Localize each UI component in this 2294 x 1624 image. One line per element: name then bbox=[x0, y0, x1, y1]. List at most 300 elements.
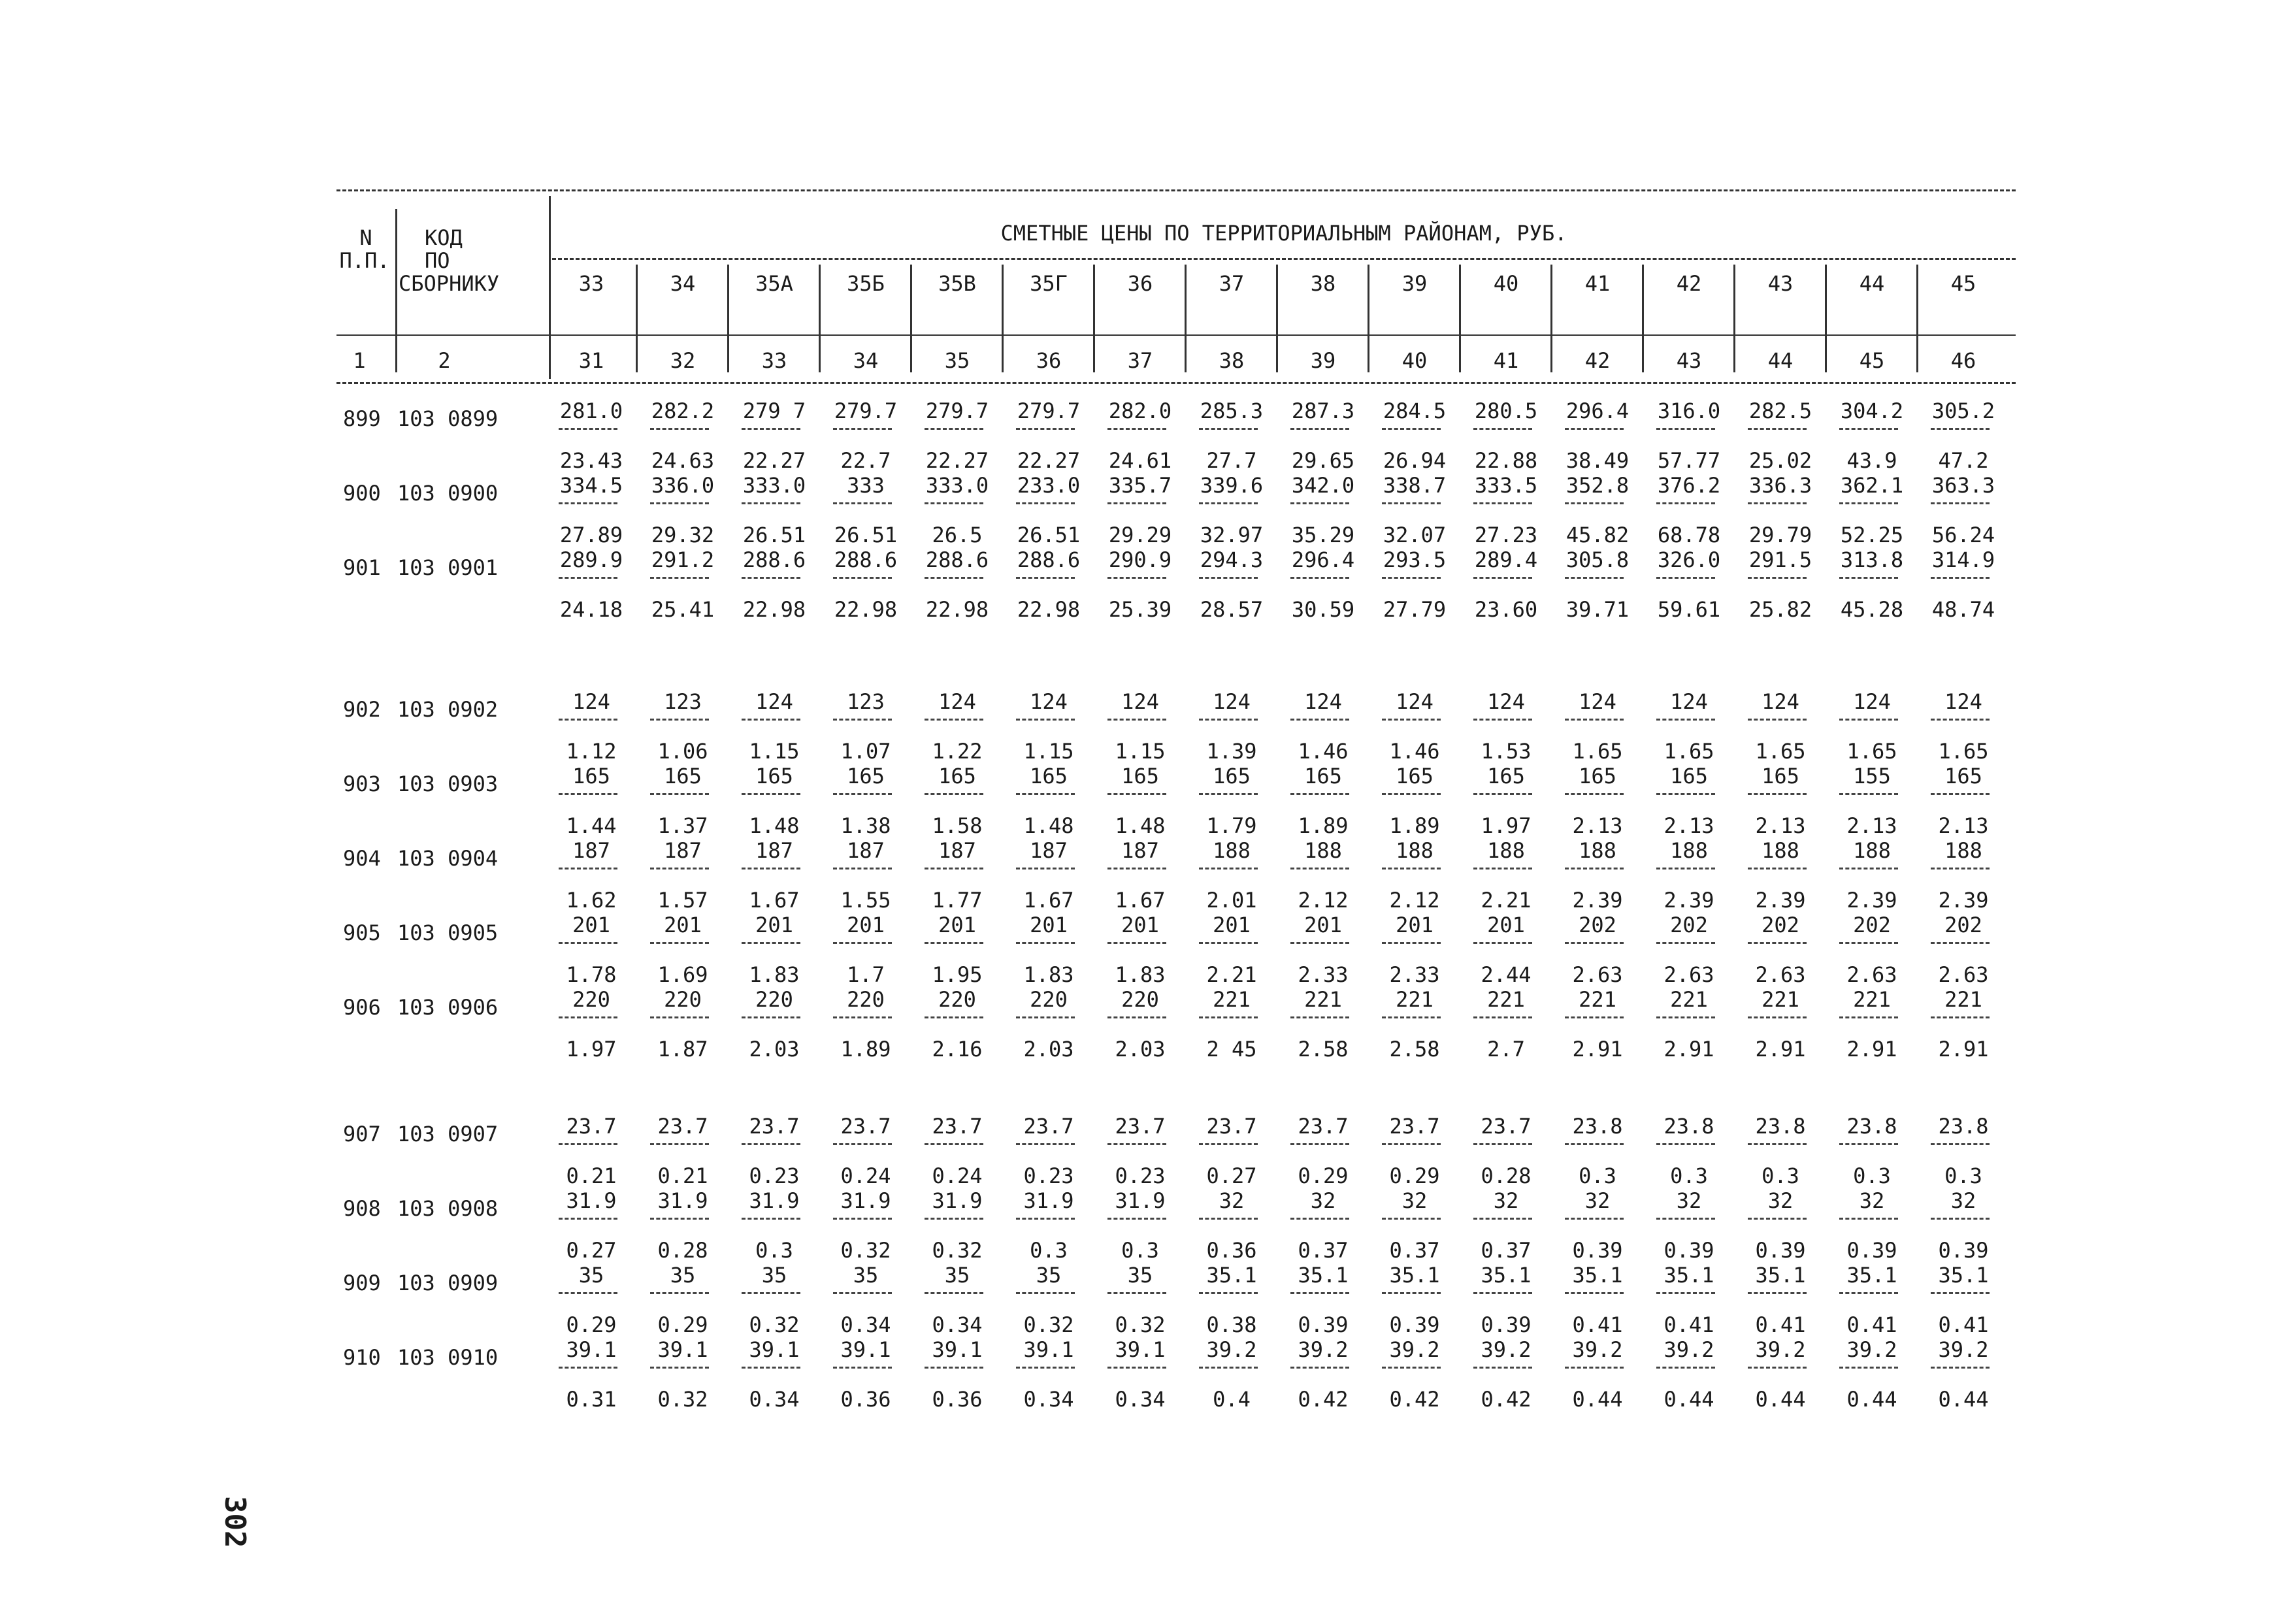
wage-cell: 1.22 bbox=[932, 739, 983, 764]
price-cell: 233.0 bbox=[1017, 473, 1081, 498]
wage-cell: 1.15 bbox=[749, 739, 800, 764]
fraction-dash bbox=[1656, 502, 1715, 504]
price-cell: 220 bbox=[755, 987, 793, 1012]
wage-cell: 2.91 bbox=[1663, 1037, 1714, 1062]
column-number: 35 bbox=[944, 348, 970, 373]
wage-cell: 0.39 bbox=[1663, 1238, 1714, 1263]
row-code: 103 0904 bbox=[397, 846, 499, 871]
fraction-dash bbox=[1016, 1143, 1075, 1145]
price-cell: 221 bbox=[1487, 987, 1525, 1012]
fraction-dash bbox=[1016, 793, 1075, 795]
row-code: 103 0910 bbox=[397, 1345, 499, 1370]
price-cell: 363.3 bbox=[1931, 473, 1995, 498]
fraction-dash bbox=[742, 1218, 800, 1220]
wage-cell: 25.02 bbox=[1748, 448, 1812, 473]
wage-cell: 27.23 bbox=[1474, 523, 1538, 547]
wage-cell: 1.57 bbox=[657, 888, 708, 913]
price-cell: 201 bbox=[664, 913, 702, 937]
price-cell: 291.2 bbox=[651, 547, 715, 572]
fraction-dash bbox=[1382, 719, 1441, 721]
price-cell: 165 bbox=[1487, 764, 1525, 788]
fraction-dash bbox=[1290, 428, 1349, 430]
fraction-dash bbox=[1107, 1143, 1166, 1145]
column-number: 46 bbox=[1950, 348, 1976, 373]
wage-cell: 29.29 bbox=[1108, 523, 1172, 547]
wage-cell: 28.57 bbox=[1200, 597, 1264, 622]
region-divider bbox=[1550, 265, 1552, 372]
fraction-dash bbox=[559, 502, 617, 504]
wage-cell: 2 45 bbox=[1206, 1037, 1257, 1062]
price-cell: 23.8 bbox=[1663, 1114, 1714, 1139]
header-n: N bbox=[359, 225, 372, 250]
region-header: 37 bbox=[1219, 271, 1245, 296]
price-cell: 39.2 bbox=[1389, 1337, 1440, 1362]
fraction-dash bbox=[559, 577, 617, 579]
wage-cell: 0.21 bbox=[657, 1163, 708, 1188]
fraction-dash bbox=[559, 428, 617, 430]
fraction-dash bbox=[1565, 502, 1624, 504]
fraction-dash bbox=[1107, 428, 1166, 430]
wage-cell: 1.37 bbox=[657, 813, 708, 838]
price-cell: 35 bbox=[1036, 1263, 1062, 1288]
fraction-dash bbox=[742, 942, 800, 944]
price-cell: 31.9 bbox=[657, 1188, 708, 1213]
fraction-dash bbox=[1290, 868, 1349, 869]
price-cell: 288.6 bbox=[925, 547, 989, 572]
price-cell: 285.3 bbox=[1200, 398, 1264, 423]
fraction-dash bbox=[1839, 1016, 1898, 1018]
price-cell: 165 bbox=[847, 764, 885, 788]
wage-cell: 0.42 bbox=[1389, 1387, 1440, 1412]
wage-cell: 0.41 bbox=[1572, 1312, 1623, 1337]
fraction-dash bbox=[1748, 577, 1807, 579]
fraction-dash bbox=[1199, 502, 1258, 504]
price-cell: 293.5 bbox=[1383, 547, 1447, 572]
wage-cell: 0.3 bbox=[1944, 1163, 1982, 1188]
wage-cell: 0.27 bbox=[1206, 1163, 1257, 1188]
column-number: 31 bbox=[578, 348, 604, 373]
wage-cell: 1.83 bbox=[1115, 962, 1166, 987]
fraction-dash bbox=[833, 1218, 892, 1220]
fraction-dash bbox=[1931, 502, 1990, 504]
wage-cell: 1.89 bbox=[840, 1037, 891, 1062]
wage-cell: 2.91 bbox=[1938, 1037, 1989, 1062]
wage-cell: 1.58 bbox=[932, 813, 983, 838]
wage-cell: 22.7 bbox=[840, 448, 891, 473]
wage-cell: 0.39 bbox=[1846, 1238, 1897, 1263]
header-title: СМЕТНЫЕ ЦЕНЫ ПО ТЕРРИТОРИАЛЬНЫМ РАЙОНАМ, РУБ. bbox=[1000, 221, 1567, 246]
price-cell: 291.5 bbox=[1748, 547, 1812, 572]
wage-cell: 0.39 bbox=[1298, 1312, 1349, 1337]
fraction-dash bbox=[833, 1292, 892, 1294]
fraction-dash bbox=[1199, 719, 1258, 721]
header-bottom-rule bbox=[336, 382, 2016, 384]
wage-cell: 47.2 bbox=[1938, 448, 1989, 473]
wage-cell: 26.51 bbox=[1017, 523, 1081, 547]
wage-cell: 0.27 bbox=[566, 1238, 617, 1263]
price-cell: 187 bbox=[572, 838, 610, 863]
fraction-dash bbox=[742, 719, 800, 721]
fraction-dash bbox=[650, 1292, 709, 1294]
wage-cell: 29.65 bbox=[1291, 448, 1355, 473]
price-cell: 39.1 bbox=[1115, 1337, 1166, 1362]
price-cell: 32 bbox=[1859, 1188, 1885, 1213]
fraction-dash bbox=[1565, 577, 1624, 579]
wage-cell: 35.29 bbox=[1291, 523, 1355, 547]
fraction-dash bbox=[833, 1016, 892, 1018]
price-cell: 282.5 bbox=[1748, 398, 1812, 423]
price-cell: 39.2 bbox=[1298, 1337, 1349, 1362]
price-cell: 220 bbox=[938, 987, 976, 1012]
price-cell: 165 bbox=[1030, 764, 1068, 788]
wage-cell: 29.32 bbox=[651, 523, 715, 547]
fraction-dash bbox=[1016, 719, 1075, 721]
price-cell: 23.8 bbox=[1938, 1114, 1989, 1139]
fraction-dash bbox=[1199, 428, 1258, 430]
price-cell: 39.2 bbox=[1846, 1337, 1897, 1362]
wage-cell: 1.53 bbox=[1481, 739, 1532, 764]
row-code: 103 0899 bbox=[397, 406, 499, 431]
price-cell: 165 bbox=[1304, 764, 1342, 788]
fraction-dash bbox=[1382, 1218, 1441, 1220]
price-cell: 23.7 bbox=[1481, 1114, 1532, 1139]
fraction-dash bbox=[1107, 1218, 1166, 1220]
wage-cell: 1.62 bbox=[566, 888, 617, 913]
price-cell: 220 bbox=[572, 987, 610, 1012]
fraction-dash bbox=[925, 428, 983, 430]
price-cell: 376.2 bbox=[1657, 473, 1721, 498]
price-cell: 39.1 bbox=[840, 1337, 891, 1362]
wage-cell: 2.03 bbox=[1023, 1037, 1074, 1062]
price-cell: 201 bbox=[938, 913, 976, 937]
price-cell: 39.1 bbox=[932, 1337, 983, 1362]
fraction-dash bbox=[1290, 1218, 1349, 1220]
wage-cell: 0.34 bbox=[840, 1312, 891, 1337]
wage-cell: 0.32 bbox=[1023, 1312, 1074, 1337]
fraction-dash bbox=[1199, 1218, 1258, 1220]
fraction-dash bbox=[1656, 1143, 1715, 1145]
wage-cell: 1.89 bbox=[1389, 813, 1440, 838]
fraction-dash bbox=[1565, 1367, 1624, 1369]
fraction-dash bbox=[1839, 1292, 1898, 1294]
wage-cell: 0.36 bbox=[840, 1387, 891, 1412]
wage-cell: 2.12 bbox=[1389, 888, 1440, 913]
fraction-dash bbox=[1290, 1292, 1349, 1294]
fraction-dash bbox=[1839, 942, 1898, 944]
fraction-dash bbox=[833, 793, 892, 795]
wage-cell: 1.79 bbox=[1206, 813, 1257, 838]
price-cell: 124 bbox=[1487, 689, 1525, 714]
fraction-dash bbox=[1473, 502, 1532, 504]
fraction-dash bbox=[1473, 719, 1532, 721]
fraction-dash bbox=[559, 1367, 617, 1369]
region-header: 40 bbox=[1493, 271, 1519, 296]
price-cell: 31.9 bbox=[1115, 1188, 1166, 1213]
region-header: 38 bbox=[1310, 271, 1336, 296]
wage-cell: 25.41 bbox=[651, 597, 715, 622]
fraction-dash bbox=[559, 868, 617, 869]
column-number: 38 bbox=[1219, 348, 1245, 373]
price-cell: 23.8 bbox=[1572, 1114, 1623, 1139]
wage-cell: 1.46 bbox=[1298, 739, 1349, 764]
region-divider bbox=[727, 265, 729, 372]
price-cell: 290.9 bbox=[1108, 547, 1172, 572]
wage-cell: 0.3 bbox=[1853, 1163, 1891, 1188]
region-divider bbox=[1825, 265, 1827, 372]
wage-cell: 2.03 bbox=[1115, 1037, 1166, 1062]
price-cell: 288.6 bbox=[742, 547, 806, 572]
fraction-dash bbox=[1473, 1143, 1532, 1145]
wage-cell: 22.98 bbox=[1017, 597, 1081, 622]
fraction-dash bbox=[650, 428, 709, 430]
price-cell: 31.9 bbox=[932, 1188, 983, 1213]
fraction-dash bbox=[1199, 793, 1258, 795]
wage-cell: 0.39 bbox=[1481, 1312, 1532, 1337]
wage-cell: 0.38 bbox=[1206, 1312, 1257, 1337]
wage-cell: 26.51 bbox=[742, 523, 806, 547]
price-cell: 221 bbox=[1579, 987, 1616, 1012]
row-number: 908 bbox=[343, 1196, 381, 1221]
price-cell: 187 bbox=[1121, 838, 1159, 863]
wage-cell: 0.34 bbox=[749, 1387, 800, 1412]
column-number: 42 bbox=[1584, 348, 1611, 373]
price-cell: 35.1 bbox=[1938, 1263, 1989, 1288]
price-cell: 35 bbox=[761, 1263, 787, 1288]
wage-cell: 0.41 bbox=[1938, 1312, 1989, 1337]
wage-cell: 0.32 bbox=[932, 1238, 983, 1263]
wage-cell: 0.39 bbox=[1389, 1312, 1440, 1337]
price-cell: 314.9 bbox=[1931, 547, 1995, 572]
price-cell: 31.9 bbox=[566, 1188, 617, 1213]
wage-cell: 0.4 bbox=[1213, 1387, 1251, 1412]
price-cell: 23.8 bbox=[1846, 1114, 1897, 1139]
fraction-dash bbox=[1565, 868, 1624, 869]
price-cell: 188 bbox=[1944, 838, 1982, 863]
fraction-dash bbox=[1290, 502, 1349, 504]
wage-cell: 1.95 bbox=[932, 962, 983, 987]
price-cell: 282.2 bbox=[651, 398, 715, 423]
fraction-dash bbox=[1656, 577, 1715, 579]
price-cell: 35.1 bbox=[1481, 1263, 1532, 1288]
wage-cell: 0.3 bbox=[755, 1238, 793, 1263]
price-cell: 188 bbox=[1670, 838, 1708, 863]
fraction-dash bbox=[1565, 1218, 1624, 1220]
fraction-dash bbox=[1199, 1367, 1258, 1369]
price-cell: 284.5 bbox=[1383, 398, 1447, 423]
price-cell: 202 bbox=[1579, 913, 1616, 937]
price-cell: 124 bbox=[1213, 689, 1251, 714]
price-cell: 316.0 bbox=[1657, 398, 1721, 423]
region-header: 34 bbox=[670, 271, 696, 296]
wage-cell: 25.39 bbox=[1108, 597, 1172, 622]
price-cell: 221 bbox=[1304, 987, 1342, 1012]
wage-cell: 2.39 bbox=[1846, 888, 1897, 913]
fraction-dash bbox=[1931, 1143, 1990, 1145]
wage-cell: 0.23 bbox=[1115, 1163, 1166, 1188]
fraction-dash bbox=[1839, 793, 1898, 795]
price-cell: 187 bbox=[755, 838, 793, 863]
fraction-dash bbox=[925, 868, 983, 869]
price-cell: 288.6 bbox=[1017, 547, 1081, 572]
fraction-dash bbox=[650, 1143, 709, 1145]
region-divider bbox=[1093, 265, 1095, 372]
fraction-dash bbox=[1931, 942, 1990, 944]
wage-cell: 0.32 bbox=[840, 1238, 891, 1263]
wage-cell: 0.42 bbox=[1298, 1387, 1349, 1412]
price-cell: 187 bbox=[847, 838, 885, 863]
price-cell: 221 bbox=[1213, 987, 1251, 1012]
price-cell: 32 bbox=[1950, 1188, 1976, 1213]
wage-cell: 56.24 bbox=[1931, 523, 1995, 547]
price-cell: 32 bbox=[1310, 1188, 1336, 1213]
wage-cell: 0.23 bbox=[1023, 1163, 1074, 1188]
row-code: 103 0906 bbox=[397, 995, 499, 1020]
wage-cell: 0.21 bbox=[566, 1163, 617, 1188]
column-number: 34 bbox=[853, 348, 879, 373]
fraction-dash bbox=[1016, 868, 1075, 869]
wage-cell: 0.32 bbox=[657, 1387, 708, 1412]
wage-cell: 22.98 bbox=[834, 597, 898, 622]
price-cell: 35.1 bbox=[1846, 1263, 1897, 1288]
price-cell: 296.4 bbox=[1565, 398, 1630, 423]
wage-cell: 45.28 bbox=[1840, 597, 1904, 622]
row-number: 910 bbox=[343, 1345, 381, 1370]
fraction-dash bbox=[1382, 942, 1441, 944]
region-divider bbox=[1916, 265, 1918, 372]
wage-cell: 0.23 bbox=[749, 1163, 800, 1188]
header-code-po: ПО bbox=[425, 248, 450, 273]
wage-cell: 1.97 bbox=[1481, 813, 1532, 838]
fraction-dash bbox=[1199, 942, 1258, 944]
fraction-dash bbox=[650, 719, 709, 721]
wage-cell: 2.44 bbox=[1481, 962, 1532, 987]
price-cell: 221 bbox=[1944, 987, 1982, 1012]
fraction-dash bbox=[1199, 1016, 1258, 1018]
price-cell: 220 bbox=[664, 987, 702, 1012]
price-cell: 124 bbox=[1853, 689, 1891, 714]
wage-cell: 22.98 bbox=[742, 597, 806, 622]
wage-cell: 0.3 bbox=[1030, 1238, 1068, 1263]
fraction-dash bbox=[1382, 502, 1441, 504]
fraction-dash bbox=[1382, 1143, 1441, 1145]
fraction-dash bbox=[925, 719, 983, 721]
wage-cell: 1.67 bbox=[1115, 888, 1166, 913]
price-cell: 32 bbox=[1584, 1188, 1611, 1213]
wage-cell: 2.63 bbox=[1663, 962, 1714, 987]
price-cell: 165 bbox=[1944, 764, 1982, 788]
wage-cell: 0.3 bbox=[1579, 1163, 1616, 1188]
wage-cell: 2.39 bbox=[1572, 888, 1623, 913]
fraction-dash bbox=[1382, 1367, 1441, 1369]
header-code-sbornik: СБОРНИКУ bbox=[399, 271, 500, 296]
price-cell: 35 bbox=[578, 1263, 604, 1288]
wage-cell: 2.39 bbox=[1938, 888, 1989, 913]
wage-cell: 43.9 bbox=[1846, 448, 1897, 473]
fraction-dash bbox=[1107, 1292, 1166, 1294]
fraction-dash bbox=[1839, 1367, 1898, 1369]
fraction-dash bbox=[559, 793, 617, 795]
price-cell: 202 bbox=[1670, 913, 1708, 937]
region-divider bbox=[1185, 265, 1187, 372]
wage-cell: 57.77 bbox=[1657, 448, 1721, 473]
wage-cell: 2.16 bbox=[932, 1037, 983, 1062]
wage-cell: 26.5 bbox=[932, 523, 983, 547]
price-cell: 352.8 bbox=[1565, 473, 1630, 498]
fraction-dash bbox=[925, 1016, 983, 1018]
wage-cell: 32.97 bbox=[1200, 523, 1264, 547]
wage-cell: 0.3 bbox=[1670, 1163, 1708, 1188]
header-sub-rule bbox=[336, 334, 2016, 336]
price-cell: 335.7 bbox=[1108, 473, 1172, 498]
row-number: 907 bbox=[343, 1122, 381, 1146]
price-cell: 165 bbox=[938, 764, 976, 788]
fraction-dash bbox=[1656, 719, 1715, 721]
fraction-dash bbox=[1107, 1016, 1166, 1018]
wage-cell: 22.27 bbox=[742, 448, 806, 473]
price-cell: 188 bbox=[1853, 838, 1891, 863]
price-cell: 165 bbox=[1121, 764, 1159, 788]
region-header: 39 bbox=[1401, 271, 1428, 296]
price-cell: 35 bbox=[944, 1263, 970, 1288]
wage-cell: 2.63 bbox=[1846, 962, 1897, 987]
price-cell: 336.0 bbox=[651, 473, 715, 498]
fraction-dash bbox=[1748, 1218, 1807, 1220]
row-number: 903 bbox=[343, 771, 381, 796]
fraction-dash bbox=[1107, 502, 1166, 504]
wage-cell: 1.15 bbox=[1115, 739, 1166, 764]
fraction-dash bbox=[1107, 1367, 1166, 1369]
region-header: 45 bbox=[1950, 271, 1976, 296]
wage-cell: 1.06 bbox=[657, 739, 708, 764]
wage-cell: 2.13 bbox=[1938, 813, 1989, 838]
wage-cell: 1.87 bbox=[657, 1037, 708, 1062]
wage-cell: 1.67 bbox=[749, 888, 800, 913]
fraction-dash bbox=[1473, 428, 1532, 430]
wage-cell: 24.18 bbox=[559, 597, 623, 622]
wage-cell: 0.34 bbox=[1023, 1387, 1074, 1412]
fraction-dash bbox=[1565, 719, 1624, 721]
wage-cell: 0.39 bbox=[1938, 1238, 1989, 1263]
fraction-dash bbox=[1016, 577, 1075, 579]
price-cell: 289.9 bbox=[559, 547, 623, 572]
fraction-dash bbox=[1016, 1016, 1075, 1018]
wage-cell: 2.7 bbox=[1487, 1037, 1525, 1062]
price-cell: 202 bbox=[1853, 913, 1891, 937]
wage-cell: 0.34 bbox=[1115, 1387, 1166, 1412]
region-header: 41 bbox=[1584, 271, 1611, 296]
fraction-dash bbox=[1931, 793, 1990, 795]
price-cell: 342.0 bbox=[1291, 473, 1355, 498]
wage-cell: 45.82 bbox=[1565, 523, 1630, 547]
price-cell: 35.1 bbox=[1755, 1263, 1806, 1288]
fraction-dash bbox=[1839, 868, 1898, 869]
price-cell: 165 bbox=[1213, 764, 1251, 788]
page-number: 302 bbox=[218, 1496, 252, 1548]
fraction-dash bbox=[1016, 1292, 1075, 1294]
column-number: 32 bbox=[670, 348, 696, 373]
wage-cell: 1.7 bbox=[847, 962, 885, 987]
fraction-dash bbox=[742, 577, 800, 579]
fraction-dash bbox=[1656, 1016, 1715, 1018]
fraction-dash bbox=[559, 942, 617, 944]
fraction-dash bbox=[1656, 428, 1715, 430]
row-code: 103 0903 bbox=[397, 771, 499, 796]
fraction-dash bbox=[925, 942, 983, 944]
price-cell: 23.7 bbox=[840, 1114, 891, 1139]
fraction-dash bbox=[833, 1367, 892, 1369]
row-code: 103 0900 bbox=[397, 481, 499, 506]
price-cell: 35.1 bbox=[1572, 1263, 1623, 1288]
